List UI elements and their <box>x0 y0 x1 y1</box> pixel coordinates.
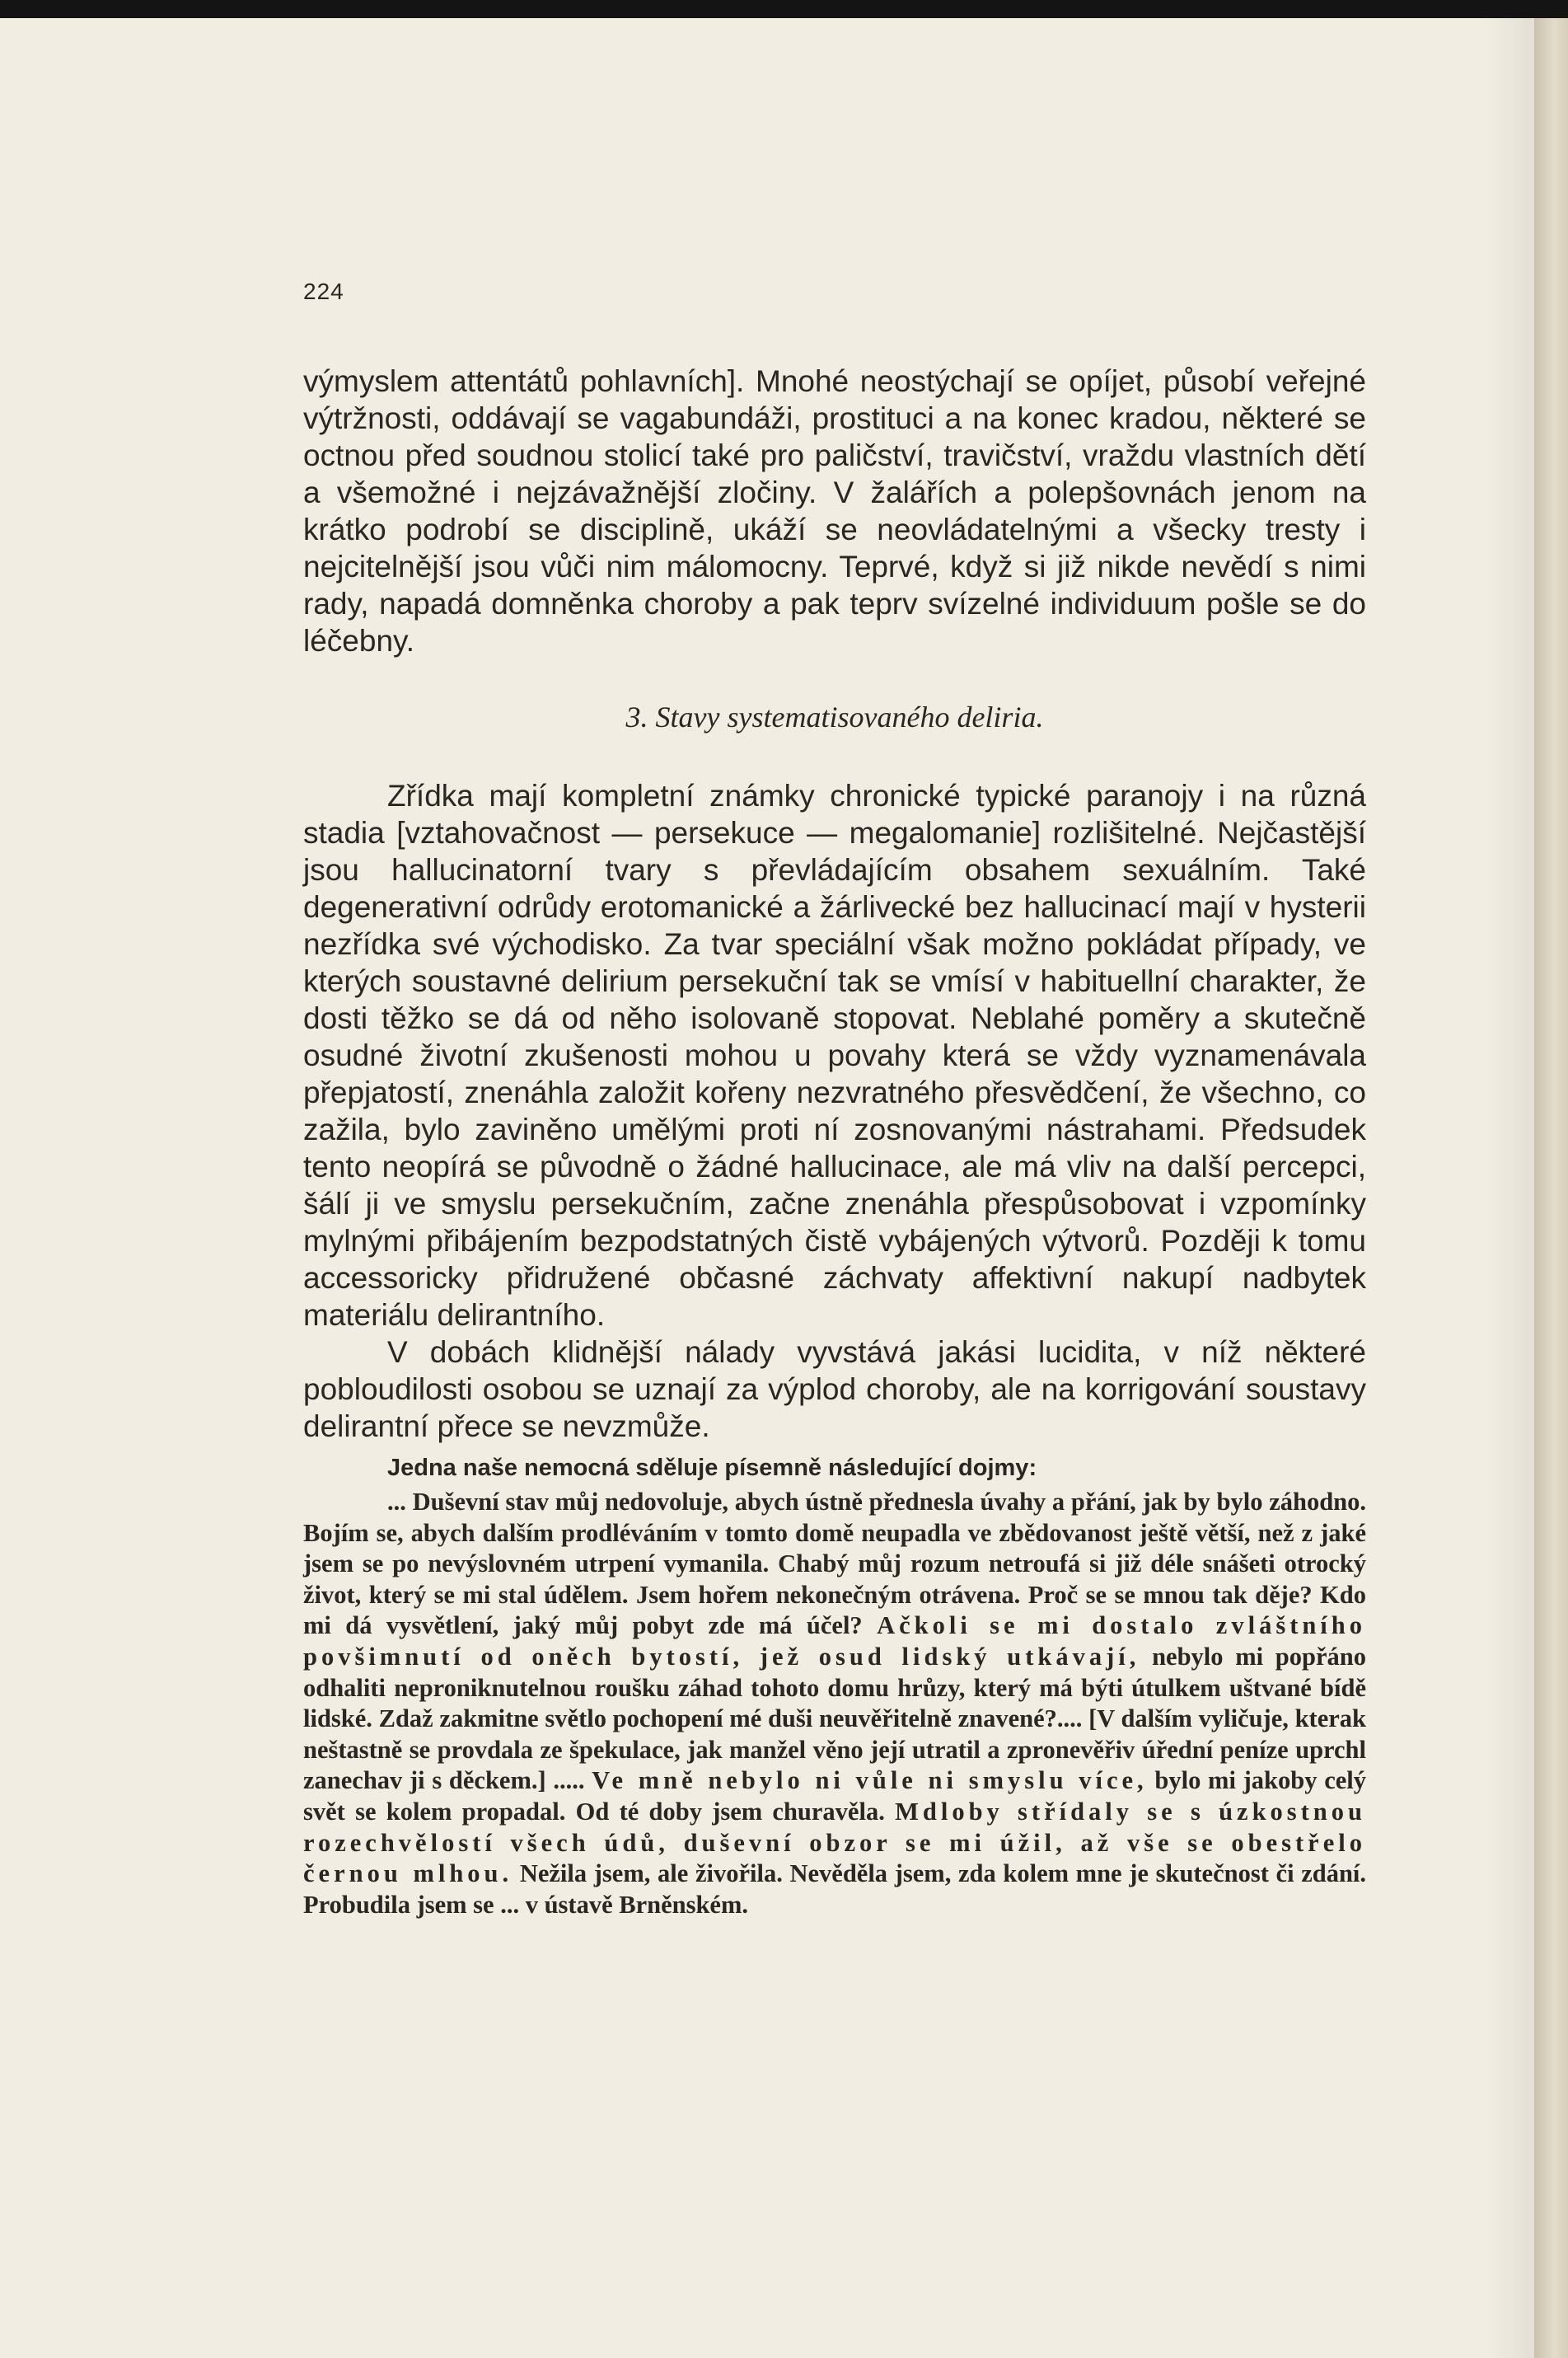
quote-part-6-spaced: Mdloby střídaly se s úzkostnou rozechvělostí všech údů, duševní obzor se mi úžil, až vše se obestřelo černou mlhou. <box>303 1797 1366 1888</box>
quote-part-3: nebylo mi popřáno odhaliti neproniknutelnou roušku záhad tohoto domu hrůzy, který má býti útulkem uštvané bídě lidské. Zdaž zakmitne světlo pochopení mé duši neuvěřitelně znavené?.... [V dalším vyličuje, kterak neštastně se provdala ze špekulace, jak manžel věno její utratil a zpronevěřiv úřední peníze uprchl zanechav ji s děckem.] ..... <box>303 1642 1366 1795</box>
book-page <box>0 18 1534 2358</box>
paragraph-2: Zřídka mají kompletní známky chronické typické paranojy i na různá stadia [vztahovačnost — persekuce — megalomanie] rozlišitelné. Nejčastější jsou hallucinatorní tvary s převládajícím obsahem sexuálním. Také degenerativní odrůdy erotomanické a žárlivecké bez hallucinací mají v hysterii nezřídka své východisko. Za tvar speciální však možno pokládat případy, ve kterých soustavné delirium persekuční tak se vmísí v habituellní charakter, že dosti těžko se dá od něho isolovaně stopovat. Neblahé poměry a skutečně osudné životní zkušenosti mohou u povahy která se vždy vyznamenávala přepjatostí, znenáhla založit kořeny nezvratného přesvědčení, že všechno, co zažila, bylo zaviněno umělými proti ní zosnovanými nástrahami. Předsudek tento neopírá se původně o žádné hallucinace, ale má vliv na další percepci, šálí ji ve smyslu persekučním, začne znenáhla přespůsobovat i vzpomínky mylnými přibájením bezpodstatných čistě vybájených výtvorů. Později k tomu accessoricky přidružené občasné záchvaty affektivní nakupí nadbytek materiálu delirantního. <box>303 779 1366 1332</box>
section-heading: 3. Stavy systematisovaného deliria. <box>625 701 1044 734</box>
quote-part-1: ... Duševní stav můj nedovoluje, abych ústně přednesla úvahy a přání, jak by bylo záhodno. Bojím se, abych dalším prodléváním v tomto domě neupadla ve zbědovanost ještě větší, než z jaké jsem se po nevýslovném utrpení vymanila. Chabý můj rozum netroufá si již déle snášeti otrocký život, který se mi stal údělem. Jsem hořem nekonečným otrávena. Proč se se mnou tak děje? Kdo mi dá vysvětlení, jaký můj pobyt zde má účel? <box>303 1488 1366 1640</box>
patient-letter-quote <box>303 1487 1366 1920</box>
quote-part-2-spaced: Ačkoli se mi dostalo zvláštního povšimnutí od oněch bytostí, jež osud lidský utkávají, <box>303 1611 1366 1671</box>
quote-intro: Jedna naše nemocná sděluje písemně následující dojmy: <box>387 1455 1037 1481</box>
paragraph-3: V dobách klidnější nálady vyvstává jakási lucidita, v níž některé pobloudilosti osobou se uznají za výplod choroby, ale na korrigování soustavy delirantní přece se nevzmůže. <box>303 1335 1366 1443</box>
quote-part-5: bylo mi jakoby celý svět se kolem propadal. Od té doby jsem churavěla. <box>303 1766 1366 1826</box>
main-text <box>303 363 1366 1920</box>
quote-part-7: Nežila jsem, ale živořila. Nevěděla jsem, zda kolem mne je skutečnost či zdání. Probudila jsem se ... v ústavě Brněnském. <box>303 1859 1367 1919</box>
book-spine-edge <box>1534 18 1568 2358</box>
paragraph-1: výmyslem attentátů pohlavních]. Mnohé neostýchají se opíjet, působí veřejné výtržnosti, oddávají se vagabundáži, prostituci a na konec kradou, některé se octnou před soudnou stolicí také pro paličství, travičství, vraždu vlastních dětí a všemožné i nejzávažnější zločiny. V žalářích a polepšovnách jenom na krátko podrobí se disciplině, ukáží se neovládatelnými a všecky tresty i nejcitelnější jsou vůči nim málomocny. Teprvé, když si již nikde nevědí s nimi rady, napadá domněnka choroby a pak teprv svízelné individuum pošle se do léčebny. <box>303 364 1366 658</box>
page-number: 224 <box>303 279 344 304</box>
quote-part-4-spaced: Ve mně nebylo ni vůle ni smyslu více, <box>592 1766 1148 1795</box>
